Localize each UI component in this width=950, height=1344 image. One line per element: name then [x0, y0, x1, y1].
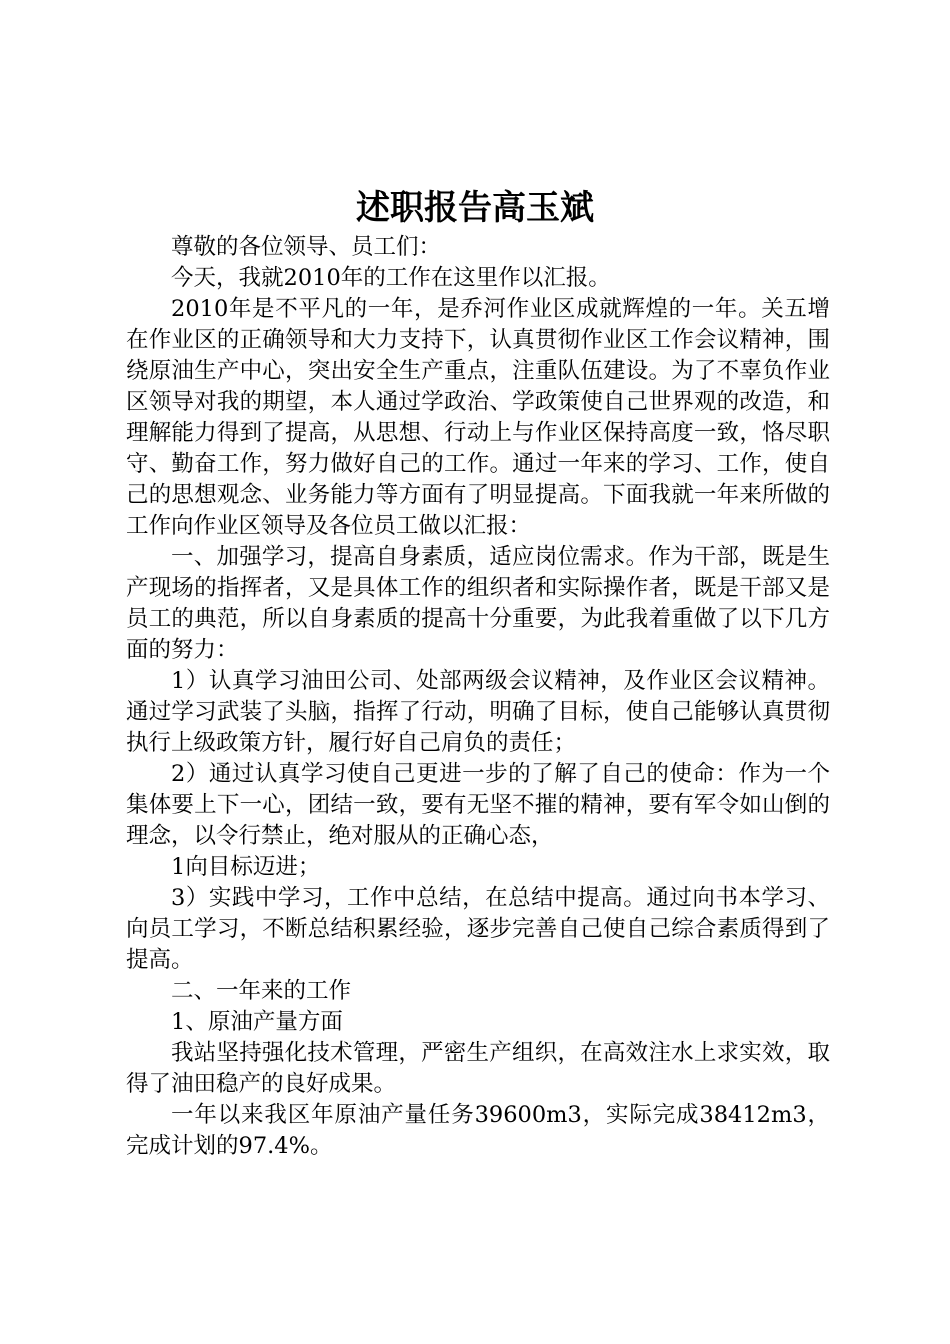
- paragraph-item-2-cont: 1向目标迈进；: [171, 854, 321, 880]
- paragraph-subsection-oil: 1、原油产量方面: [171, 1009, 343, 1035]
- paragraph-oil-output: 一年以来我区年原油产量任务39600m3，实际完成38412m3，完成计划的97.4%。: [126, 1102, 830, 1159]
- paragraph-intro: 今天，我就2010年的工作在这里作以汇报。: [171, 265, 611, 291]
- paragraph-overview: 2010年是不平凡的一年，是乔河作业区成就辉煌的一年。关五增在作业区的正确领导和大力支持下，认真贯彻作业区工作会议精神，围绕原油生产中心，突出安全生产重点，注重队伍建设。为了不辜负作业区领导对我的期望，本人通过学政治、学政策使自己世界观的改造，和理解能力得到了提高，从思想、行动上与作业区保持高度一致，恪尽职守、勤奋工作，努力做好自己的工作。通过一年来的学习、工作，使自己的思想观念、业务能力等方面有了明显提高。下面我就一年来所做的工作向作业区领导及各位员工做以汇报：: [126, 296, 830, 539]
- document-body: [126, 232, 830, 1162]
- paragraph-item-2: 2）通过认真学习使自己更进一步的了解了自己的使命：作为一个集体要上下一心，团结一致，要有无坚不摧的精神，要有军令如山倒的理念，以令行禁止，绝对服从的正确心态，: [126, 761, 830, 849]
- paragraph-section-two: 二、一年来的工作: [171, 978, 352, 1004]
- paragraph-section-one: 一、加强学习，提高自身素质，适应岗位需求。作为干部，既是生产现场的指挥者，又是具体工作的组织者和实际操作者，既是干部又是员工的典范，所以自身素质的提高十分重要，为此我着重做了以下几方面的努力：: [126, 544, 830, 663]
- document-title: 述职报告高玉斌: [356, 188, 594, 228]
- paragraph-greeting: 尊敬的各位领导、员工们：: [171, 234, 442, 260]
- paragraph-item-3: 3）实践中学习，工作中总结，在总结中提高。通过向书本学习、向员工学习，不断总结积累经验，逐步完善自己使自己综合素质得到了提高。: [126, 885, 830, 973]
- paragraph-item-1: 1）认真学习油田公司、处部两级会议精神，及作业区会议精神。通过学习武装了头脑，指挥了行动，明确了目标，使自己能够认真贯彻执行上级政策方针，履行好自己肩负的责任；: [126, 668, 830, 756]
- paragraph-oil-management: 我站坚持强化技术管理，严密生产组织，在高效注水上求实效，取得了油田稳产的良好成果。: [126, 1040, 830, 1097]
